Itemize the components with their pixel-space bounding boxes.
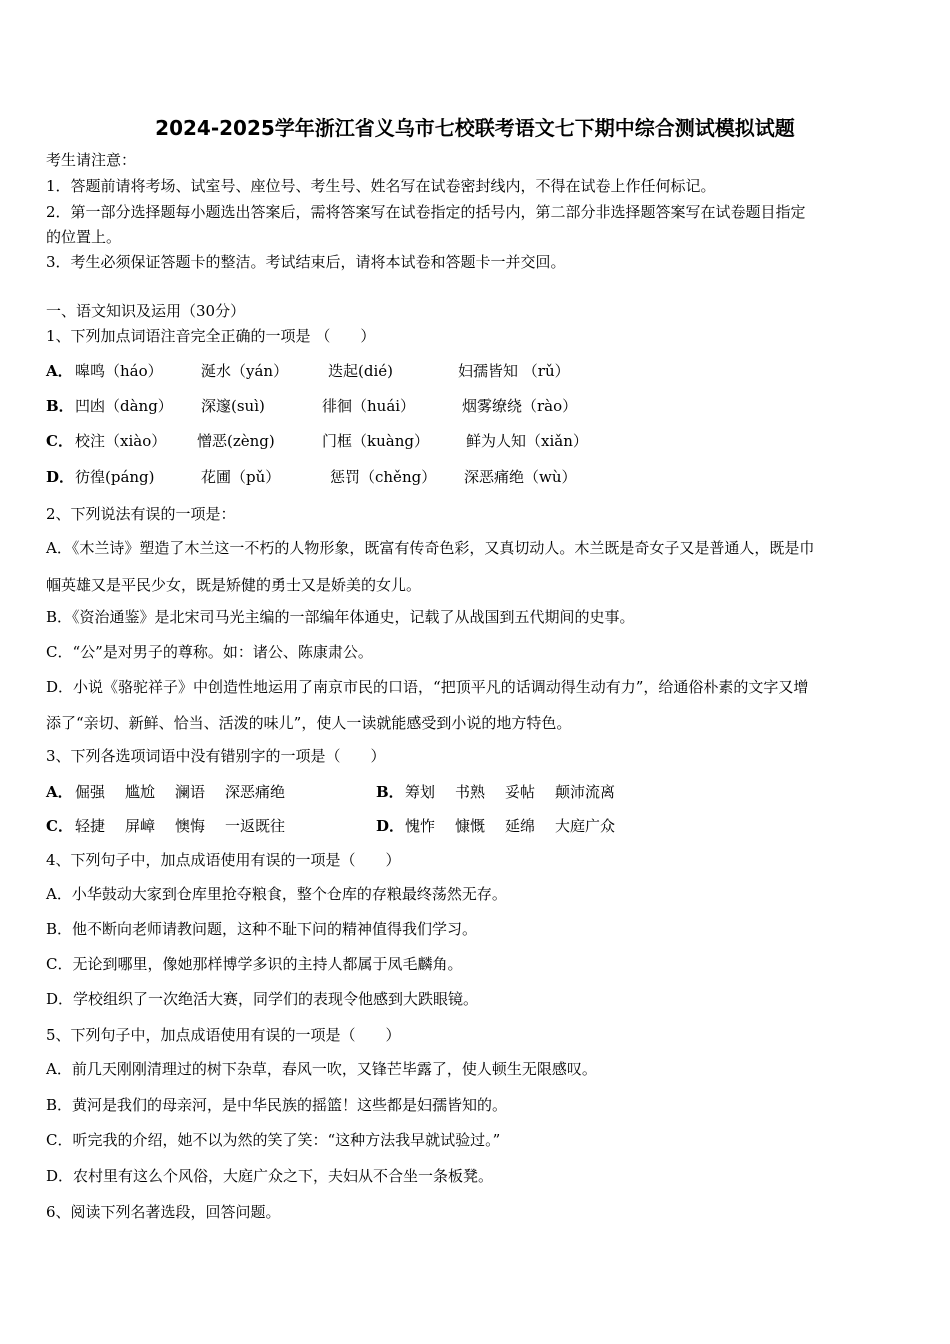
- option-item: 烟雾缭绕（rào）: [462, 397, 578, 415]
- option-item: 鲜为人知（xiǎn）: [466, 432, 588, 450]
- option-letter: B．: [46, 397, 74, 415]
- q5-option: C．听完我的介绍，她不以为然的笑了笑：“这种方法我早就试验过。”: [46, 1131, 501, 1149]
- q4-option: B．他不断向老师请教问题，这种不耻下问的精神值得我们学习。: [46, 920, 478, 938]
- option-item: 迭起(dié): [328, 362, 393, 380]
- option-item: 妇孺皆知 （rǔ）: [458, 362, 570, 380]
- option-word: 懊悔: [175, 817, 206, 835]
- option-word: 愧怍: [405, 817, 436, 835]
- question-4-stem: 4、下列句子中，加点成语使用有误的一项是（ ）: [46, 851, 401, 869]
- q2-line: D．小说《骆驼祥子》中创造性地运用了南京市民的口语，“把顶平凡的话调动得生动有力”，给通俗朴素的文字又增: [46, 678, 809, 696]
- q4-option: D．学校组织了一次绝活大赛，同学们的表现令他感到大跌眼镜。: [46, 990, 479, 1008]
- q4-option: C．无论到哪里，像她那样博学多识的主持人都属于凤毛麟角。: [46, 955, 463, 973]
- option-item: 徘徊（huái）: [322, 397, 416, 415]
- option-word: 妥帖: [505, 783, 536, 801]
- option-word: 大庭广众: [555, 817, 616, 835]
- option-item: 门框（kuàng）: [322, 432, 429, 450]
- notice-item: 1．答题前请将考场、试室号、座位号、考生号、姓名写在试卷密封线内，不得在试卷上作任何标记。: [46, 177, 716, 195]
- question-3-stem: 3、下列各选项词语中没有错别字的一项是（ ）: [46, 747, 386, 765]
- option-item: 凹凼（dàng）: [75, 397, 173, 415]
- option-letter: A．: [46, 783, 73, 801]
- q2-line: A．《木兰诗》塑造了木兰这一不朽的人物形象，既富有传奇色彩，又真切动人。木兰既是奇女子又是普通人，既是巾: [46, 539, 815, 557]
- option-item: 憎恶(zèng): [197, 432, 275, 450]
- option-word: 颠沛流离: [555, 783, 616, 801]
- q2-line: 帼英雄又是平民少女，既是矫健的勇士又是娇美的女儿。: [46, 576, 422, 594]
- option-item: 深邃(suì): [201, 397, 265, 415]
- option-word: 一返既往: [225, 817, 286, 835]
- option-letter: C．: [46, 432, 73, 450]
- option-word: 屏嶂: [125, 817, 156, 835]
- option-letter: B．: [376, 783, 404, 801]
- option-word: 书熟: [455, 783, 486, 801]
- notice-item: 的位置上。: [46, 228, 122, 246]
- option-word: 延绵: [505, 817, 536, 835]
- option-item: 花圃（pǔ）: [201, 468, 281, 486]
- option-letter: C．: [46, 817, 73, 835]
- option-item: 涎水（yán）: [201, 362, 289, 380]
- option-word: 澜语: [175, 783, 206, 801]
- q2-line: 添了“亲切、新鲜、恰当、活泼的味儿”，使人一读就能感受到小说的地方特色。: [46, 714, 572, 732]
- section-heading: 一、语文知识及运用（30分）: [46, 302, 246, 320]
- option-word: 慷慨: [455, 817, 486, 835]
- question-5-stem: 5、下列句子中，加点成语使用有误的一项是（ ）: [46, 1026, 401, 1044]
- option-letter: A．: [46, 362, 73, 380]
- option-item: 校注（xiào）: [75, 432, 167, 450]
- page-title: 2024-2025学年浙江省义乌市七校联考语文七下期中综合测试模拟试题: [155, 116, 795, 140]
- option-word: 深恶痛绝: [225, 783, 286, 801]
- notice-item: 2．第一部分选择题每小题选出答案后，需将答案写在试卷指定的括号内，第二部分非选择题答案写在试卷题目指定: [46, 203, 806, 221]
- option-letter: D．: [376, 817, 405, 835]
- q2-line: C．“公”是对男子的尊称。如：诸公、陈康肃公。: [46, 643, 373, 661]
- option-item: 惩罚（chěng）: [330, 468, 437, 486]
- option-word: 筹划: [405, 783, 436, 801]
- option-word: 倔强: [75, 783, 106, 801]
- q2-line: B．《资治通鉴》是北宋司马光主编的一部编年体通史，记载了从战国到五代期间的史事。: [46, 608, 635, 626]
- q5-option: B．黄河是我们的母亲河，是中华民族的摇篮！这些都是妇孺皆知的。: [46, 1096, 508, 1114]
- question-2-stem: 2、下列说法有误的一项是：: [46, 505, 236, 523]
- option-item: 嗥鸣（háo）: [75, 362, 163, 380]
- q5-option: D．农村里有这么个风俗，大庭广众之下，夫妇从不合坐一条板凳。: [46, 1167, 494, 1185]
- notice-item: 3．考生必须保证答题卡的整洁。考试结束后，请将本试卷和答题卡一并交回。: [46, 253, 566, 271]
- notice-heading: 考生请注意：: [46, 151, 137, 169]
- option-word: 轻捷: [75, 817, 106, 835]
- question-1-stem: 1、下列加点词语注音完全正确的一项是 （ ）: [46, 327, 376, 345]
- q5-option: A．前几天刚刚清理过的树下杂草，春风一吹，又锋芒毕露了，使人顿生无限感叹。: [46, 1060, 597, 1078]
- option-letter: D．: [46, 468, 75, 486]
- option-word: 尴尬: [125, 783, 156, 801]
- q4-option: A．小华鼓动大家到仓库里抢夺粮食，整个仓库的存粮最终荡然无存。: [46, 885, 507, 903]
- question-6-stem: 6、阅读下列名著选段，回答问题。: [46, 1203, 281, 1221]
- option-item: 彷徨(páng): [75, 468, 155, 486]
- option-item: 深恶痛绝（wù）: [464, 468, 577, 486]
